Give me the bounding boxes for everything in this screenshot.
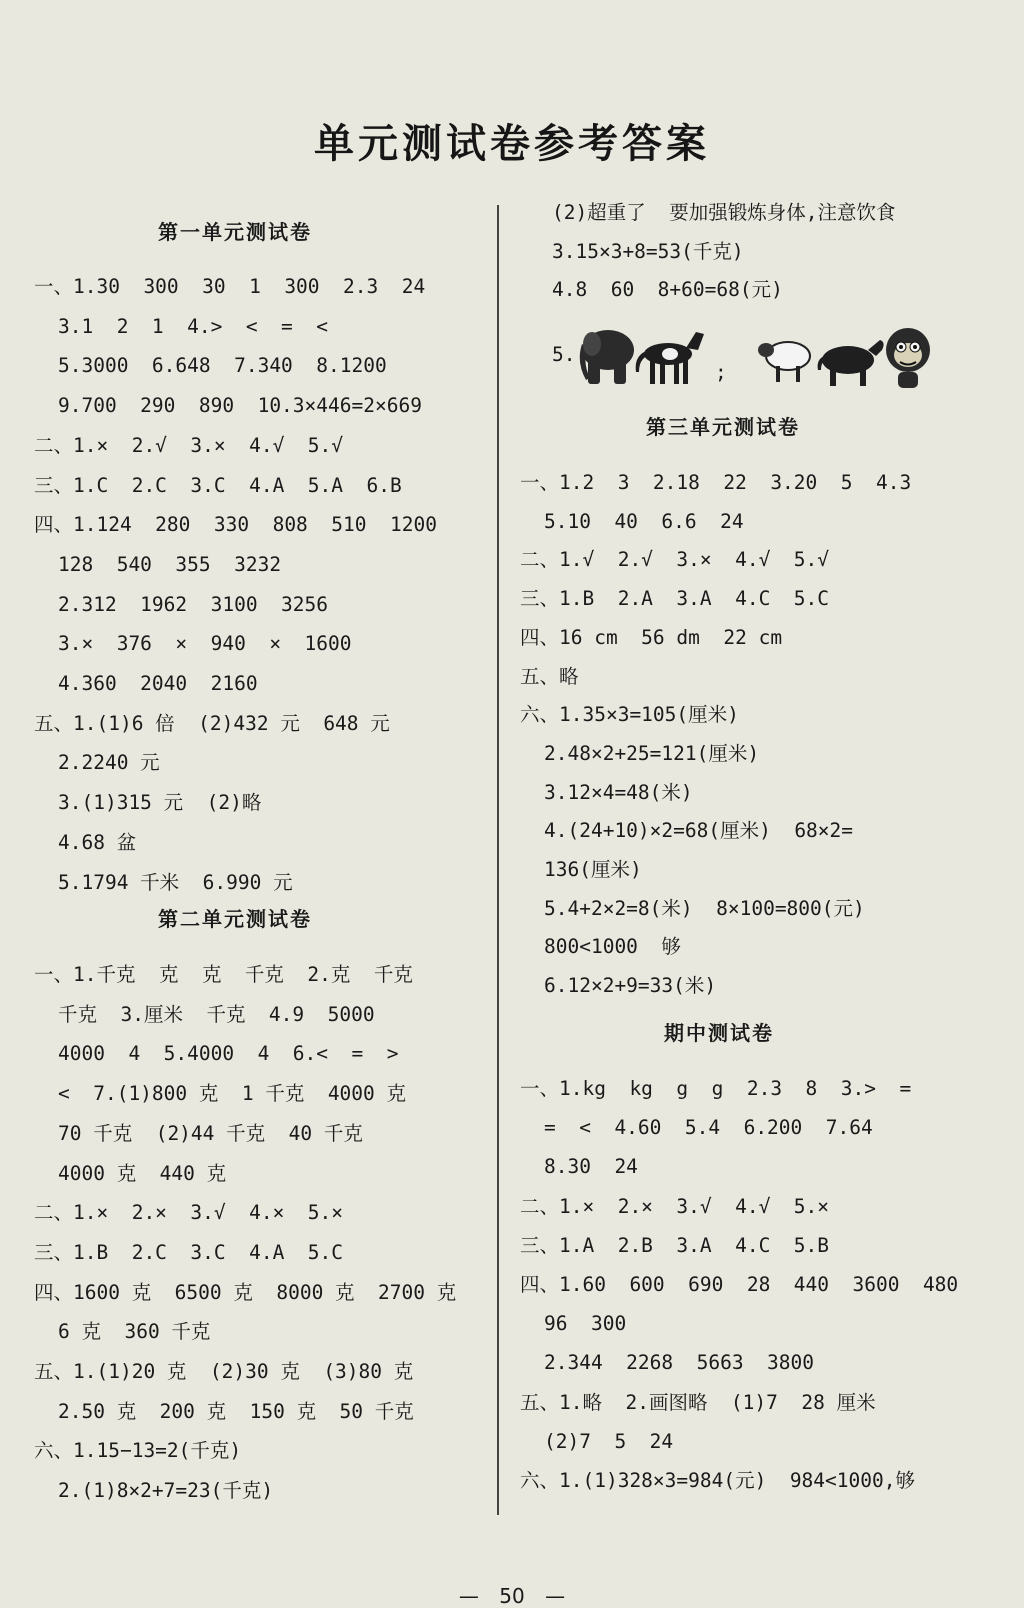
answer-line: 4.360 2040 2160 (58, 672, 258, 695)
answer-line: 五、1.略 2.画图略 (1)7 28 厘米 (520, 1391, 876, 1414)
answer-line: = < 4.60 5.4 6.200 7.64 (544, 1116, 873, 1139)
answer-line: 六、1.(1)328×3=984(元) 984<1000,够 (520, 1469, 915, 1492)
answer-line: 一、1.kg kg g g 2.3 8 3.> = (520, 1077, 912, 1100)
answer-line: 二、1.× 2.× 3.√ 4.× 5.× (34, 1201, 344, 1224)
answer-line: 70 千克 (2)44 千克 40 千克 (58, 1122, 363, 1145)
answer-line: (2)7 5 24 (544, 1430, 674, 1453)
answer-line: 5.10 40 6.6 24 (544, 510, 744, 533)
answer-line: 8.30 24 (544, 1155, 638, 1178)
page-number (0, 1586, 1024, 1606)
page-number-dash-left: — (458, 1584, 479, 1608)
column-divider (497, 205, 499, 1515)
answer-line: 六、1.15−13=2(千克) (34, 1439, 242, 1462)
answer-line: 6.12×2+9=33(米) (544, 974, 717, 997)
answer-line: 2.312 1962 3100 3256 (58, 593, 329, 616)
answer-line: 6 克 360 千克 (58, 1320, 211, 1343)
answer-line: 五、1.(1)20 克 (2)30 克 (3)80 克 (34, 1360, 414, 1383)
answer-line: 三、1.B 2.A 3.A 4.C 5.C (520, 587, 830, 610)
answer-line: 三、1.C 2.C 3.C 4.A 5.A 6.B (34, 474, 402, 497)
elephant-icon (580, 330, 634, 384)
answer-line: 2.344 2268 5663 3800 (544, 1351, 815, 1374)
answer-line: 4.(24+10)×2=68(厘米) 68×2= (544, 819, 854, 842)
answer-line: 5.4+2×2=8(米) 8×100=800(元) (544, 897, 865, 920)
item5-separator: ; (715, 361, 727, 384)
answer-line: 二、1.× 2.√ 3.× 4.√ 5.√ (34, 434, 344, 457)
answer-line: 3.12×4=48(米) (544, 781, 693, 804)
answer-line: 2.2240 元 (58, 751, 160, 774)
answer-line: 四、1600 克 6500 克 8000 克 2700 克 (34, 1281, 457, 1304)
answer-line: 三、1.A 2.B 3.A 4.C 5.B (520, 1234, 830, 1257)
answer-line: 4.8 60 8+60=68(元) (552, 278, 783, 301)
answer-line: (2)超重了 要加强锻炼身体,注意饮食 (552, 201, 896, 224)
answer-line: 三、1.B 2.C 3.C 4.A 5.C (34, 1241, 344, 1264)
answer-line: 2.48×2+25=121(厘米) (544, 742, 760, 765)
answer-line: 4.68 盆 (58, 831, 137, 854)
answer-line: 五、1.(1)6 倍 (2)432 元 648 元 (34, 712, 390, 735)
answer-line: 96 300 (544, 1312, 627, 1335)
answer-line: 2.(1)8×2+7=23(千克) (58, 1479, 274, 1502)
answer-line: 二、1.√ 2.√ 3.× 4.√ 5.√ (520, 548, 830, 571)
animals-figure (578, 322, 938, 396)
page-title: 单元测试卷参考答案 (314, 121, 710, 167)
answer-line: 一、1.2 3 2.18 22 3.20 5 4.3 (520, 471, 912, 494)
answer-line: 五、略 (520, 665, 579, 688)
answer-line: 3.15×3+8=53(千克) (552, 240, 744, 263)
answer-line: 四、16 cm 56 dm 22 cm (520, 626, 783, 649)
unit3-heading: 第三单元测试卷 (646, 415, 800, 439)
answer-line: 四、1.60 600 690 28 440 3600 480 (520, 1273, 959, 1296)
answer-line: 3.× 376 × 940 × 1600 (58, 632, 352, 655)
answer-line: 四、1.124 280 330 808 510 1200 (34, 513, 437, 536)
answer-line: 800<1000 够 (544, 935, 681, 958)
midterm-heading: 期中测试卷 (664, 1021, 774, 1045)
page-number-dash-right: — (545, 1584, 566, 1608)
answer-line: 3.1 2 1 4.> < = < (58, 315, 329, 338)
unit2-heading: 第二单元测试卷 (158, 907, 312, 931)
monkey-icon (886, 328, 930, 388)
page-number-value: 50 (499, 1584, 525, 1608)
answer-line: 二、1.× 2.× 3.√ 4.√ 5.× (520, 1195, 830, 1218)
answer-line: 2.50 克 200 克 150 克 50 千克 (58, 1400, 414, 1423)
answer-line: 4000 克 440 克 (58, 1162, 227, 1185)
answer-line: < 7.(1)800 克 1 千克 4000 克 (58, 1082, 407, 1105)
sheep-icon (758, 342, 810, 382)
answer-line: 一、1.30 300 30 1 300 2.3 24 (34, 275, 426, 298)
item5-label: 5. (552, 343, 576, 366)
horse-icon (636, 332, 704, 384)
answer-line: 5.1794 千米 6.990 元 (58, 871, 293, 894)
answer-line: 5.3000 6.648 7.340 8.1200 (58, 354, 387, 377)
bull-icon (818, 340, 884, 386)
answer-line: 千克 3.厘米 千克 4.9 5000 (58, 1003, 375, 1026)
answer-line: 9.700 290 890 10.3×446=2×669 (58, 394, 422, 417)
unit1-heading: 第一单元测试卷 (158, 220, 312, 244)
answer-line: 六、1.35×3=105(厘米) (520, 703, 739, 726)
answer-line: 128 540 355 3232 (58, 553, 282, 576)
answer-line: 一、1.千克 克 克 千克 2.克 千克 (34, 963, 413, 986)
answer-line: 3.(1)315 元 (2)略 (58, 791, 262, 814)
answer-line: 4000 4 5.4000 4 6.< = > (58, 1042, 399, 1065)
animals-icon (578, 322, 938, 392)
answer-line: 136(厘米) (544, 858, 642, 881)
